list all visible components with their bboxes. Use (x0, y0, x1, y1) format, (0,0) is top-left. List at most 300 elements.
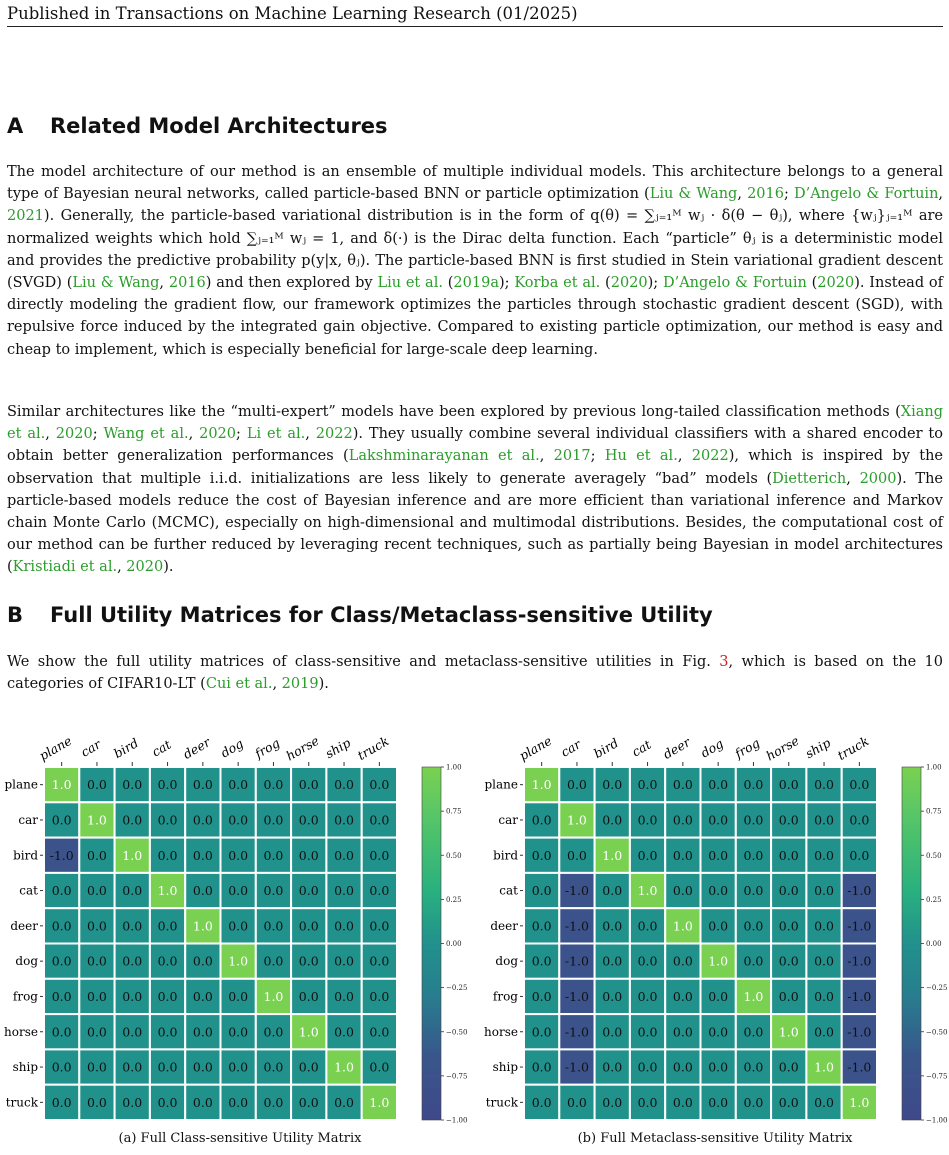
colorbar-tick-label: −0.75 (926, 1072, 948, 1081)
cell-value-label: 0.0 (814, 953, 834, 969)
cell-value-label: -1.0 (847, 988, 872, 1004)
cell-value-label: 0.0 (672, 1024, 693, 1040)
cell-value-label: 0.0 (228, 847, 249, 863)
cell-value-label: 0.0 (778, 847, 799, 863)
colorbar-tick-label: 0.75 (926, 807, 942, 816)
cell-value-label: 0.0 (263, 1024, 284, 1040)
colorbar-tick-label: 0.50 (926, 851, 942, 860)
citation-link[interactable]: 2020 (610, 275, 648, 292)
citation-link[interactable]: Liu & Wang (72, 275, 160, 292)
cell-value-label: 0.0 (814, 812, 834, 828)
body-text: Similar architectures like the “multi-expert” models have been explored by previous long-tailed classification methods ( (7, 404, 901, 420)
section-b-heading (7, 603, 713, 627)
cell-value-label: 0.0 (637, 1059, 658, 1075)
citation-link[interactable]: 2000 (859, 470, 897, 487)
cell-value-label: 0.0 (122, 1059, 143, 1075)
cell-value-label: 0.0 (637, 777, 658, 793)
cell-value-label: 0.0 (334, 812, 354, 828)
cell-value-label: 0.0 (87, 988, 107, 1004)
colorbar-tick-label: 0.25 (446, 895, 462, 904)
cell-value-label: 0.0 (531, 847, 552, 863)
cell-value-label: -1.0 (564, 918, 590, 934)
y-tick-label: car (498, 812, 518, 827)
section-a-paragraph-1 (7, 161, 943, 361)
citation-link[interactable]: 2020 (126, 559, 164, 576)
citation-link[interactable]: Liu & Wang (649, 186, 738, 203)
cell-value-label: 0.0 (602, 812, 623, 828)
cell-value-label: 0.0 (743, 918, 764, 934)
cell-value-label: 0.0 (849, 847, 870, 863)
cell-value-label: 0.0 (298, 953, 319, 969)
cell-value-label: 0.0 (263, 847, 284, 863)
heatmap-metaclass-sensitive (480, 722, 949, 1127)
cell-value-label: 0.0 (637, 1094, 658, 1110)
cell-value-label: 0.0 (531, 1059, 552, 1075)
cell-value-label: 0.0 (778, 883, 799, 899)
cell-value-label: 1.0 (263, 988, 284, 1004)
cell-value-label: 0.0 (192, 1059, 213, 1075)
cell-value-label: 0.0 (778, 953, 799, 969)
cell-value-label: 1.0 (602, 847, 623, 863)
section-b-paragraph-1 (7, 651, 943, 695)
cell-value-label: 0.0 (334, 1024, 354, 1040)
body-text: ). (163, 559, 174, 576)
y-tick-label: bird (493, 848, 518, 863)
body-text: We show the full utility matrices of class-sensitive and metaclass-sensitive utilities in Fig. (7, 654, 720, 670)
cell-value-label: 0.0 (298, 812, 319, 828)
cell-value-label: 1.0 (298, 1024, 319, 1040)
cell-value-label: 0.0 (334, 988, 354, 1004)
body-text: , (938, 186, 944, 203)
cell-value-label: 0.0 (672, 953, 693, 969)
cell-value-label: 1.0 (567, 812, 587, 828)
x-tick-label: deer (180, 734, 213, 762)
cell-value-label: -1.0 (564, 988, 590, 1004)
cell-value-label: 0.0 (602, 1094, 623, 1110)
y-tick-label: cat (19, 883, 38, 898)
cell-value-label: 0.0 (228, 1059, 249, 1075)
body-text: ), which is inspired by the observation that multiple i.i.d. initializations are less likely to generate averagely “bad” models ( (7, 448, 944, 487)
cell-value-label: 0.0 (814, 1094, 834, 1110)
caption-a: (a) Full Class-sensitive Utility Matrix (118, 1131, 362, 1146)
citation-link[interactable]: 2020 (817, 275, 855, 292)
cell-value-label: 0.0 (369, 988, 390, 1004)
cell-value-label: 0.0 (743, 812, 764, 828)
cell-value-label: 0.0 (87, 883, 107, 899)
body-text: ); (647, 275, 663, 292)
cell-value-label: 1.0 (743, 988, 764, 1004)
caption-b: (b) Full Metaclass-sensitive Utility Matrix (577, 1131, 853, 1146)
body-text: ). The particle-based models reduce the cost of Bayesian inference and are more efficient than variational inference and Markov chain Monte Carlo (MCMC), especially on high-dimensional and multimodal distributions. Besides, the computational cost of our method can be further reduced by leveraging recent techniques, such as partially being Bayesian in model architectures ( (7, 470, 944, 576)
citation-link[interactable]: 2017 (553, 448, 591, 465)
cell-value-label: 0.0 (778, 777, 799, 793)
cell-value-label: 1.0 (778, 1024, 799, 1040)
citation-link[interactable]: Liu et al. (377, 275, 443, 292)
cell-value-label: 0.0 (708, 812, 729, 828)
citation-link[interactable]: 2019a (453, 275, 499, 292)
colorbar-tick-label: 0.00 (926, 940, 942, 948)
body-text: , (677, 448, 692, 465)
body-text: , (117, 559, 127, 576)
citation-link[interactable]: Lakshminarayanan et al. (348, 448, 540, 465)
cell-value-label: 1.0 (157, 883, 178, 899)
cell-value-label: 1.0 (51, 777, 72, 793)
body-text: , (846, 470, 860, 487)
body-text: ( (806, 275, 818, 292)
body-text: ). They usually combine several individual classifiers with a shared encoder to obtain better generalization performances ( (7, 426, 943, 465)
cell-value-label: 0.0 (192, 1094, 213, 1110)
cell-value-label: 0.0 (334, 918, 354, 934)
cell-value-label: 0.0 (192, 847, 213, 863)
y-tick-label: deer (490, 918, 518, 933)
y-tick-label: ship (12, 1060, 38, 1075)
cell-value-label: 0.0 (122, 988, 143, 1004)
cell-value-label: 0.0 (602, 918, 623, 934)
cell-value-label: 0.0 (192, 777, 213, 793)
cell-value-label: 0.0 (334, 847, 354, 863)
y-tick-label: car (18, 812, 38, 827)
cell-value-label: 0.0 (122, 953, 143, 969)
colorbar-tick-label: 1.00 (446, 763, 462, 772)
cell-value-label: 0.0 (87, 1024, 107, 1040)
body-text: , (305, 426, 316, 443)
cell-value-label: 0.0 (122, 1094, 143, 1110)
cell-value-label: 0.0 (849, 777, 870, 793)
cell-value-label: 0.0 (778, 812, 799, 828)
cell-value-label: 0.0 (637, 918, 658, 934)
citation-link[interactable]: Korba et al. (514, 275, 601, 292)
y-tick-label: deer (10, 918, 38, 933)
cell-value-label: 0.0 (369, 1059, 390, 1075)
cell-value-label: 0.0 (263, 883, 284, 899)
citation-link[interactable]: 2019 (281, 676, 319, 693)
cell-value-label: 0.0 (228, 988, 249, 1004)
cell-value-label: 0.0 (192, 1024, 213, 1040)
figure-ref-link[interactable]: 3 (719, 654, 729, 670)
body-text: ). Generally, the particle-based variational distribution is in the form of q(θ) = ∑ⱼ₌₁ᴹ wⱼ · δ(θ − θⱼ), where {wⱼ}ⱼ₌₁ᴹ are normalized weights which hold ∑ⱼ₌₁ᴹ wⱼ = 1, and δ(·) is the Dirac delta function. Each “particle” θⱼ is a deterministic model and provides the predictive probability p(y|x, θⱼ). The particle-based BNN is first studied in Stein variational gradient descent (SVGD) ( (7, 208, 943, 292)
body-text: , (188, 426, 200, 443)
body-text: ; (92, 426, 104, 443)
x-tick-label: cat (149, 736, 174, 760)
cell-value-label: 0.0 (157, 1094, 178, 1110)
cell-value-label: 0.0 (814, 1024, 834, 1040)
cell-value-label: 0.0 (334, 883, 354, 899)
section-a-number: A (7, 114, 24, 138)
body-text: ) and then explored by (205, 275, 378, 292)
cell-value-label: 1.0 (192, 918, 213, 934)
y-tick-label: horse (484, 1024, 518, 1039)
cell-value-label: -1.0 (564, 953, 590, 969)
cell-value-label: 0.0 (602, 1024, 623, 1040)
cell-value-label: -1.0 (564, 1059, 590, 1075)
colorbar-tick-label: −0.50 (926, 1028, 948, 1037)
cell-value-label: 0.0 (122, 918, 143, 934)
cell-value-label: 0.0 (778, 1059, 799, 1075)
citation-link[interactable]: 2016 (747, 186, 784, 203)
cell-value-label: 0.0 (743, 847, 764, 863)
cell-value-label: 1.0 (122, 847, 143, 863)
x-tick-label: truck (834, 733, 872, 764)
citation-link[interactable]: Kristiadi et al. (12, 559, 118, 576)
cell-value-label: 0.0 (263, 918, 284, 934)
cell-value-label: 0.0 (708, 1094, 729, 1110)
cell-value-label: 0.0 (334, 953, 354, 969)
body-text: , (159, 275, 169, 292)
cell-value-label: -1.0 (49, 847, 74, 863)
cell-value-label: 0.0 (672, 847, 693, 863)
x-tick-label: ship (802, 734, 834, 762)
cell-value-label: 0.0 (531, 918, 552, 934)
cell-value-label: 0.0 (814, 918, 834, 934)
citation-link[interactable]: 2022 (691, 448, 729, 465)
cell-value-label: 0.0 (672, 1059, 693, 1075)
x-tick-label: plane (36, 732, 75, 764)
x-tick-label: bird (110, 735, 142, 762)
cell-value-label: 0.0 (369, 953, 390, 969)
x-tick-label: bird (590, 735, 622, 762)
cell-value-label: 1.0 (369, 1094, 390, 1110)
x-tick-label: frog (732, 735, 763, 762)
cell-value-label: 0.0 (531, 812, 552, 828)
x-tick-label: cat (629, 736, 654, 760)
cell-value-label: 0.0 (567, 847, 587, 863)
y-tick-label: horse (4, 1024, 38, 1039)
x-tick-label: car (78, 736, 104, 760)
x-tick-label: dog (697, 735, 726, 761)
citation-link[interactable]: Hu et al. (604, 448, 678, 465)
cell-value-label: 0.0 (567, 777, 587, 793)
cell-value-label: 0.0 (157, 777, 178, 793)
colorbar-tick-label: −0.75 (446, 1072, 468, 1081)
body-text: , which is based on the 10 categories of CIFAR10-LT ( (7, 654, 944, 693)
cell-value-label: 0.0 (708, 883, 729, 899)
cell-value-label: 0.0 (637, 953, 658, 969)
cell-value-label: 0.0 (157, 1024, 178, 1040)
cell-value-label: 0.0 (263, 953, 284, 969)
citation-link[interactable]: 2020 (199, 426, 237, 443)
cell-value-label: 0.0 (228, 777, 249, 793)
cell-value-label: 0.0 (157, 847, 178, 863)
cell-value-label: 0.0 (228, 883, 249, 899)
cell-value-label: 0.0 (263, 777, 284, 793)
cell-value-label: 0.0 (849, 812, 870, 828)
colorbar-tick-label: −1.00 (926, 1116, 948, 1125)
cell-value-label: 0.0 (743, 777, 764, 793)
colorbar (902, 767, 921, 1120)
cell-value-label: 0.0 (708, 918, 729, 934)
citation-link[interactable]: Dietterich (772, 470, 847, 487)
cell-value-label: 0.0 (122, 777, 143, 793)
citation-link[interactable]: D’Angelo & Fortuin (793, 186, 939, 203)
y-tick-label: frog (492, 989, 518, 1004)
cell-value-label: 0.0 (263, 1094, 284, 1110)
cell-value-label: 0.0 (743, 1059, 764, 1075)
colorbar-tick-label: −0.50 (446, 1028, 468, 1037)
cell-value-label: 0.0 (157, 918, 178, 934)
cell-value-label: 0.0 (369, 847, 390, 863)
cell-value-label: 0.0 (51, 1059, 72, 1075)
section-b-title: Full Utility Matrices for Class/Metaclass-sensitive Utility (50, 603, 713, 627)
cell-value-label: 0.0 (778, 1094, 799, 1110)
cell-value-label: -1.0 (847, 1024, 872, 1040)
x-tick-label: plane (516, 732, 555, 764)
cell-value-label: 0.0 (708, 777, 729, 793)
citation-link[interactable]: 2021 (7, 208, 44, 225)
cell-value-label: 0.0 (157, 988, 178, 1004)
heatmap-class-sensitive (0, 722, 470, 1127)
colorbar-tick-label: −1.00 (446, 1116, 468, 1125)
cell-value-label: 0.0 (743, 1094, 764, 1110)
cell-value-label: 0.0 (531, 883, 552, 899)
colorbar-tick-label: 0.50 (446, 851, 462, 860)
cell-value-label: 0.0 (369, 918, 390, 934)
cell-value-label: -1.0 (847, 953, 872, 969)
citation-link[interactable]: Xiang et al. (7, 404, 943, 443)
cell-value-label: 0.0 (298, 847, 319, 863)
colorbar-tick-label: 1.00 (926, 763, 942, 772)
cell-value-label: 0.0 (192, 883, 213, 899)
body-text: , (45, 426, 56, 443)
cell-value-label: 0.0 (228, 1024, 249, 1040)
cell-value-label: 0.0 (369, 1024, 390, 1040)
x-tick-label: deer (660, 734, 693, 762)
body-text: , (737, 186, 748, 203)
body-text: ( (600, 275, 611, 292)
cell-value-label: 0.0 (51, 918, 72, 934)
cell-value-label: -1.0 (847, 918, 872, 934)
citation-link[interactable]: D’Angelo & Fortuin (662, 275, 807, 292)
cell-value-label: 0.0 (708, 847, 729, 863)
body-text: ). Instead of directly modeling the gradient flow, our framework optimizes the particles through stochastic gradient descent (SGD), with repulsive force induced by the integrated gain objective. Compared to existing particle optimization, our method is easy and cheap to implement, which is especially beneficial for large-scale deep learning. (7, 275, 944, 358)
y-tick-label: frog (12, 989, 38, 1004)
cell-value-label: 1.0 (708, 953, 729, 969)
cell-value-label: 0.0 (602, 988, 623, 1004)
cell-value-label: 0.0 (708, 988, 729, 1004)
citation-link[interactable]: Wang et al. (103, 426, 189, 443)
cell-value-label: -1.0 (564, 1024, 590, 1040)
cell-value-label: -1.0 (564, 883, 590, 899)
section-b-number: B (7, 603, 24, 627)
colorbar-tick-label: 0.75 (446, 807, 462, 816)
cell-value-label: 0.0 (192, 812, 213, 828)
body-text: ; (590, 448, 605, 465)
x-tick-label: truck (354, 733, 392, 764)
cell-value-label: 0.0 (51, 1024, 72, 1040)
cell-value-label: 0.0 (602, 1059, 623, 1075)
cell-value-label: 0.0 (567, 1094, 587, 1110)
cell-value-label: 0.0 (87, 1094, 107, 1110)
cell-value-label: 0.0 (263, 1059, 284, 1075)
cell-value-label: 1.0 (672, 918, 693, 934)
body-text: ( (442, 275, 454, 292)
cell-value-label: 0.0 (298, 1094, 319, 1110)
cell-value-label: 0.0 (298, 777, 319, 793)
x-tick-label: horse (763, 732, 802, 764)
cell-value-label: 0.0 (814, 988, 834, 1004)
x-tick-label: frog (252, 735, 283, 762)
cell-value-label: 0.0 (157, 812, 178, 828)
x-tick-label: ship (322, 734, 354, 762)
cell-value-label: 0.0 (87, 953, 107, 969)
x-tick-label: dog (217, 735, 246, 761)
colorbar-tick-label: 0.00 (446, 940, 462, 948)
cell-value-label: 0.0 (602, 953, 623, 969)
x-tick-label: horse (283, 732, 322, 764)
y-tick-label: dog (15, 954, 38, 969)
cell-value-label: 0.0 (122, 1024, 143, 1040)
colorbar-tick-label: −0.25 (446, 984, 468, 993)
cell-value-label: -1.0 (847, 883, 872, 899)
section-a-title: Related Model Architectures (50, 114, 388, 138)
cell-value-label: 0.0 (369, 812, 390, 828)
cell-value-label: 0.0 (602, 883, 623, 899)
cell-value-label: 1.0 (531, 777, 552, 793)
y-tick-label: bird (13, 848, 38, 863)
citation-link[interactable]: 2022 (315, 426, 353, 443)
cell-value-label: 0.0 (814, 777, 834, 793)
colorbar-tick-label: −0.25 (926, 984, 948, 993)
cell-value-label: 0.0 (637, 812, 658, 828)
cell-value-label: 0.0 (531, 1094, 552, 1110)
cell-value-label: 0.0 (743, 953, 764, 969)
citation-link[interactable]: 2020 (55, 426, 93, 443)
citation-link[interactable]: 2016 (168, 275, 206, 292)
cell-value-label: 0.0 (51, 812, 72, 828)
cell-value-label: 0.0 (192, 988, 213, 1004)
cell-value-label: 0.0 (602, 777, 623, 793)
cell-value-label: 0.0 (122, 883, 143, 899)
cell-value-label: 0.0 (87, 847, 107, 863)
cell-value-label: 0.0 (228, 1094, 249, 1110)
y-tick-label: cat (499, 883, 518, 898)
cell-value-label: 0.0 (637, 847, 658, 863)
body-text: ); (498, 275, 515, 292)
cell-value-label: -1.0 (847, 1059, 872, 1075)
cell-value-label: 0.0 (637, 1024, 658, 1040)
section-a-heading (7, 114, 388, 138)
x-tick-label: car (558, 736, 584, 760)
cell-value-label: 0.0 (298, 1059, 319, 1075)
colorbar-tick-label: 0.25 (926, 895, 942, 904)
body-text: The model architecture of our method is an ensemble of multiple individual models. This architecture belongs to a general type of Bayesian neural networks, called particle-based BNN or particle optimization ( (7, 164, 943, 203)
citation-link[interactable]: Li et al. (246, 426, 306, 443)
cell-value-label: 0.0 (672, 812, 693, 828)
cell-value-label: 0.0 (157, 1059, 178, 1075)
citation-link[interactable]: Cui et al. (205, 676, 273, 693)
cell-value-label: 0.0 (637, 988, 658, 1004)
cell-value-label: 0.0 (157, 953, 178, 969)
cell-value-label: 0.0 (369, 883, 390, 899)
cell-value-label: 0.0 (87, 1059, 107, 1075)
cell-value-label: 0.0 (672, 777, 693, 793)
cell-value-label: 0.0 (334, 1094, 354, 1110)
cell-value-label: 1.0 (228, 953, 249, 969)
cell-value-label: 0.0 (51, 988, 72, 1004)
y-tick-label: plane (484, 777, 518, 792)
cell-value-label: 0.0 (87, 918, 107, 934)
running-header: Published in Transactions on Machine Learning Research (01/2025) (7, 4, 943, 27)
cell-value-label: 0.0 (672, 883, 693, 899)
cell-value-label: 0.0 (708, 1024, 729, 1040)
cell-value-label: 0.0 (369, 777, 390, 793)
cell-value-label: 0.0 (672, 1094, 693, 1110)
y-tick-label: truck (5, 1095, 38, 1110)
y-tick-label: ship (492, 1060, 518, 1075)
y-tick-label: plane (4, 777, 38, 792)
cell-value-label: 1.0 (334, 1059, 354, 1075)
cell-value-label: 0.0 (51, 883, 72, 899)
cell-value-label: 0.0 (298, 883, 319, 899)
